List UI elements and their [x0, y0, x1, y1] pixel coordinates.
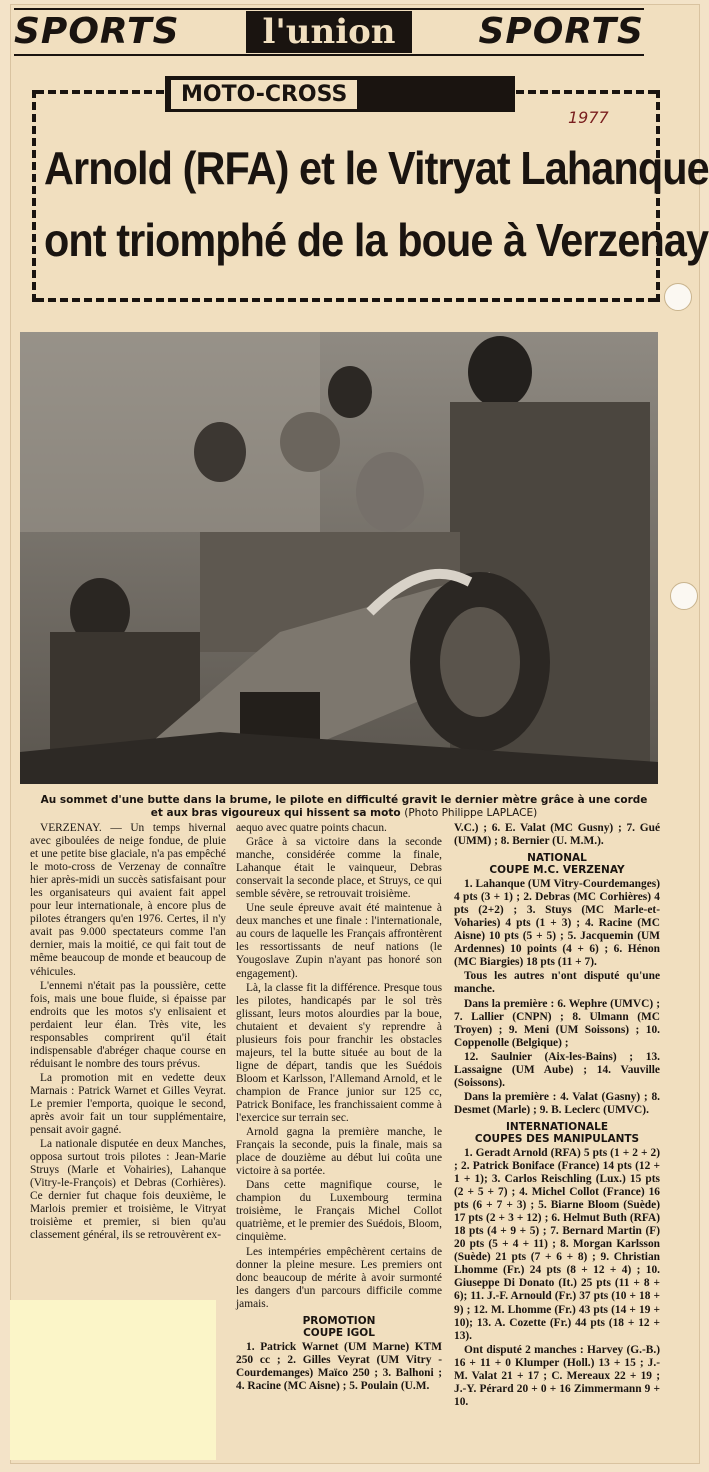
results-heading-international [454, 1121, 660, 1145]
headline-line-1: Arnold (RFA) et le Vitryat Lahanque [44, 142, 709, 194]
masthead [14, 8, 644, 56]
paragraph: VERZENAY. — Un temps hivernal avec giboulées de neige fondue, de pluie et une petite bise glaciale, n'a pas empêché le moto-cross de Verzenay de connaître hier après-midi un succès satisfaisant pour les organisateurs qui avaient fait appel pour leur internationale, à encore plus de pilotes étrangers qu'en 1976. Certes, il n'y avait pas 9.000 spectateurs comme l'an dernier, mais la moitié, ce qui fait tout de même beaucoup de monde et beaucoup de véhicules. [30, 822, 226, 978]
results-heading-line: COUPES DES MANIPULANTS [474, 1132, 640, 1145]
results-heading-line: COUPE M.C. VERZENAY [489, 864, 625, 877]
results-national-first: Dans la première : 6. Wephre (UMVC) ; 7. Lallier (CNPN) ; 8. Ulmann (MC Troyen) ; 9. Meni (UM Soissons) ; 10. Coppenolle (Belgique) ; [454, 997, 660, 1049]
results-national: 1. Lahanque (UM Vitry-Courdemanges) 4 pts (3 + 1) ; 2. Debras (MC Corhières) 4 pts (2+2) ; 3. Stuys (MC Marle-et-Voharies) 4 pts (1 + 3) ; 4. Racine (MC Aisne) 10 pts (5 + 5) ; 5. Jacquemin (UM Ardennes) 10 points (4 + 6) ; 6. Hénon (MC Biargies) 18 pts (11 + 7). [454, 878, 660, 969]
section-tag [165, 76, 515, 112]
results-international-two-rounds: Ont disputé 2 manches : Harvey (G.-B.) 16 + 11 + 0 Klumper (Holl.) 13 + 15 ; J.-M. Valat 21 + 17 ; C. Mereaux 22 + 19 ; J.-Y. Pérard 20 + 0 + 16 Zimmermann 9 + 10. [454, 1343, 660, 1408]
paragraph: La promotion mit en vedette deux Marnais : Patrick Warnet et Gilles Veyrat. Le premier l'emporta, quoique le second, après avoir fait un tour supplémentaire, pensait avoir gagné. [30, 1071, 226, 1137]
paper-patch [10, 1300, 216, 1460]
masthead-left: SPORTS [14, 11, 180, 52]
article-column-1 [30, 822, 226, 1244]
paragraph: Une seule épreuve avait été maintenue à deux manches et une finale : l'internationale, au cours de laquelle les Français affrontèrent les ressortissants de neuf nations (le Yougoslave Zupin n'ayant pas honoré son engagement). [236, 902, 442, 980]
photo-caption [24, 794, 664, 820]
results-international: 1. Geradt Arnold (RFA) 5 pts (1 + 2 + 2) ; 2. Patrick Boniface (France) 14 pts (12 + 1 + 1); 3. Carlos Reischling (Lux.) 15 pts (2 + 5 + 7) ; 4. Michel Collot (France) 16 pts (6 + 7 + 3) ; 5. Biarne Bloom (Suède) 17 pts (2 + 3 + 12) ; 6. Helmut Buth (RFA) 18 pts (4 + 9 + 5) ; 7. Bernard Martin (F) 20 pts (5 + 4 + 11) ; 8. Morgan Karlsson (Suède) 21 pts (7 + 6 + 8) ; 9. Christian Lhomme (Fr.) 24 pts (8 + 12 + 4) ; 10. Giuseppe Di Donato (It.) 25 pts (11 + 8 + 6); 11. J.-F. Arnould (Fr.) 37 pts (10 + 18 + 9) ; 12. M. Lhomme (Fr.) 43 pts (14 + 19 + 10); 13. A. Cozette (Fr.) 44 pts (18 + 12 + 13). [454, 1146, 660, 1342]
results-continued: V.C.) ; 6. E. Valat (MC Gusny) ; 7. Gué (UMM) ; 8. Bernier (U. M.M.). [454, 822, 660, 848]
results-note: Tous les autres n'ont disputé qu'une manche. [454, 970, 660, 996]
article-column-3 [454, 822, 660, 1410]
punch-hole [670, 582, 698, 610]
punch-hole [664, 283, 692, 311]
paragraph: Là, la classe fit la différence. Presque tous les pilotes, handicapés par le sol très glissant, leurs motos alourdies par la boue, chutaient et devaient s'y reprendre à plusieurs fois pour franchir les obstacles majeurs, tel la butte située au bout de la ligne de départ, tandis que les Suédois Bloom et Karlsson, l'Allemand Arnold, et le champion de France junior sur 125 cc, Patrick Boniface, les franchissaient comme à l'exercice sur terrain sec. [236, 981, 442, 1125]
article-column-2 [236, 822, 442, 1394]
photo-motocross [20, 332, 658, 784]
results-heading-national [454, 852, 660, 876]
section-tag-label: MOTO-CROSS [171, 80, 357, 109]
paragraph: L'ennemi n'était pas la poussière, cette fois, mais une boue fluide, si épaisse par endroits que les motos s'y enlisaient et perdaient leur élan. Très vite, les responsables comprirent qu'il était indispensable d'abréger chaque course en réduisant le nombre des tours prévus. [30, 979, 226, 1070]
photo-credit: (Photo Philippe LAPLACE) [404, 807, 538, 819]
results-heading-line: COUPE IGOL [303, 1326, 375, 1339]
paragraph: Arnold gagna la première manche, le Français la seconde, puis la finale, mais sa place de douzième au début lui coûta une victoire à sa portée. [236, 1126, 442, 1178]
paragraph: Les intempéries empêchèrent certains de donner la pleine mesure. Les premiers ont donc beaucoup de mérite à avoir surmonté les dangers d'un parcours difficile comme jamais. [236, 1245, 442, 1310]
headline [44, 132, 709, 276]
masthead-right: SPORTS [478, 11, 644, 52]
caption-line-1: Au sommet d'une butte dans la brume, le pilote en difficulté gravit le dernier mètre grâce à une corde [40, 794, 648, 806]
results-heading-line: PROMOTION [302, 1314, 376, 1327]
caption-line-2: et aux bras vigoureux qui hissent sa moto [150, 807, 401, 819]
masthead-logo: l'union [246, 11, 411, 53]
results-national-more: 12. Saulnier (Aix-les-Bains) ; 13. Lassaigne (UM Aube) ; 14. Vauville (Soissons). [454, 1050, 660, 1089]
results-national-second: Dans la première : 4. Valat (Gasny) ; 8. Desmet (Marle) ; 9. B. Leclerc (UMVC). [454, 1090, 660, 1116]
paragraph: Dans cette magnifique course, le champion du Luxembourg termina troisième, le Français Michel Collot quatrième, et le premier des Suédois, Bloom, cinquième. [236, 1179, 442, 1244]
results-heading-line: INTERNATIONALE [506, 1120, 608, 1133]
headline-line-2: ont triomphé de la boue à Verzenay [44, 214, 709, 266]
photo [20, 332, 658, 784]
paragraph: La nationale disputée en deux Manches, opposa surtout trois pilotes : Jean-Marie Struys (Marle et Vohairies), Lahanque (Vitry-le-François) et Debras (Corhières). Ce dernier fut chaque fois deuxième, le Marlois premier et troisième, le Vitryat troisième et premier, si bien qu'au classement général, ils se retrouvèrent ex- [30, 1138, 226, 1242]
paragraph: Grâce à sa victoire dans la seconde manche, considérée comme la finale, Lahanque était le vainqueur, Debras conservait la seconde place, et Struys, ce qui semble sévère, se retrouvait troisième. [236, 836, 442, 901]
handwritten-note: 1977 [568, 108, 609, 127]
results-promotion: 1. Patrick Warnet (UM Marne) KTM 250 cc ; 2. Gilles Veyrat (UM Vitry - Courdemanges) Maïco 250 ; 3. Balhoni ; 4. Racine (MC Aisne) ; 5. Poulain (U.M. [236, 1340, 442, 1392]
results-heading-line: NATIONAL [527, 852, 587, 865]
results-heading-promotion [236, 1315, 442, 1339]
paragraph: aequo avec quatre points chacun. [236, 822, 387, 834]
